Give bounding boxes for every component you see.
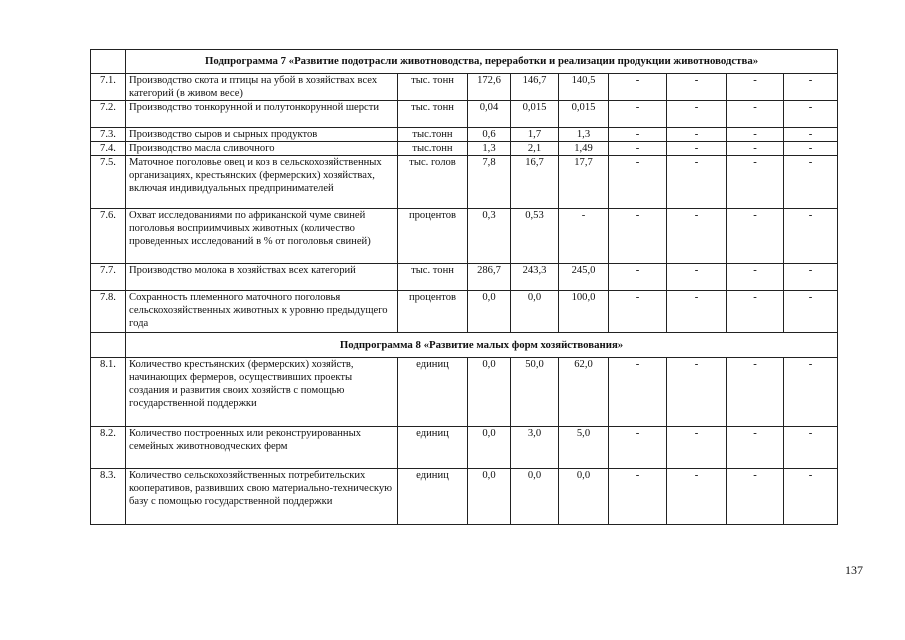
row-number: 7.2.	[91, 101, 126, 128]
row-number: 7.5.	[91, 156, 126, 209]
dash-cell: -	[784, 427, 838, 469]
dash-cell: -	[727, 209, 784, 264]
indicators-table-container	[90, 49, 838, 525]
dash-cell: -	[667, 74, 727, 101]
value-cell: 50,0	[511, 358, 559, 427]
dash-cell: -	[784, 74, 838, 101]
value-cell: 286,7	[468, 264, 511, 291]
value-cell: 0,0	[511, 291, 559, 333]
value-cell: 243,3	[511, 264, 559, 291]
indicator-name: Производство масла сливочного	[126, 142, 398, 156]
header-blank-cell	[91, 333, 126, 358]
dash-cell: -	[727, 156, 784, 209]
unit-cell: тыс. тонн	[398, 74, 468, 101]
unit-cell: единиц	[398, 427, 468, 469]
dash-cell: -	[609, 74, 667, 101]
value-cell: 140,5	[559, 74, 609, 101]
subprogram-header-row	[91, 333, 838, 358]
unit-cell: тыс. тонн	[398, 101, 468, 128]
unit-cell: процентов	[398, 291, 468, 333]
value-cell: 245,0	[559, 264, 609, 291]
value-cell: 0,0	[468, 291, 511, 333]
dash-cell: -	[784, 142, 838, 156]
table-row	[91, 74, 838, 101]
dash-cell: -	[667, 128, 727, 142]
dash-cell: -	[727, 128, 784, 142]
dash-cell: -	[784, 358, 838, 427]
dash-cell: -	[667, 427, 727, 469]
dash-cell: -	[667, 358, 727, 427]
dash-cell: -	[784, 264, 838, 291]
page-number: 137	[845, 563, 863, 577]
dash-cell: -	[609, 209, 667, 264]
subprogram-header-row	[91, 50, 838, 74]
subprogram-header: Подпрограмма 7 «Развитие подотрасли животноводства, переработки и реализации продукции животноводства»	[126, 50, 838, 74]
table-row	[91, 469, 838, 525]
unit-cell: тыс.тонн	[398, 128, 468, 142]
dash-cell: -	[609, 469, 667, 525]
value-cell: -	[559, 209, 609, 264]
value-cell: 1,49	[559, 142, 609, 156]
unit-cell: тыс. голов	[398, 156, 468, 209]
dash-cell: -	[727, 264, 784, 291]
indicator-name: Производство скота и птицы на убой в хозяйствах всех категорий (в живом весе)	[126, 74, 398, 101]
value-cell: 0,3	[468, 209, 511, 264]
value-cell: 0,015	[559, 101, 609, 128]
indicator-name: Производство молока в хозяйствах всех категорий	[126, 264, 398, 291]
dash-cell: -	[609, 142, 667, 156]
dash-cell: -	[784, 291, 838, 333]
row-number: 7.7.	[91, 264, 126, 291]
row-number: 8.1.	[91, 358, 126, 427]
table-row	[91, 209, 838, 264]
dash-cell: -	[667, 469, 727, 525]
dash-cell: -	[667, 156, 727, 209]
value-cell: 5,0	[559, 427, 609, 469]
unit-cell: тыс. тонн	[398, 264, 468, 291]
value-cell: 1,3	[468, 142, 511, 156]
row-number: 8.3.	[91, 469, 126, 525]
value-cell: 146,7	[511, 74, 559, 101]
dash-cell: -	[784, 101, 838, 128]
unit-cell: тыс.тонн	[398, 142, 468, 156]
value-cell: 16,7	[511, 156, 559, 209]
indicator-name: Производство сыров и сырных продуктов	[126, 128, 398, 142]
dash-cell: -	[609, 156, 667, 209]
value-cell: 0,53	[511, 209, 559, 264]
dash-cell: -	[727, 469, 784, 525]
value-cell: 0,0	[511, 469, 559, 525]
row-number: 8.2.	[91, 427, 126, 469]
dash-cell: -	[667, 264, 727, 291]
table-row	[91, 128, 838, 142]
value-cell: 62,0	[559, 358, 609, 427]
dash-cell: -	[609, 128, 667, 142]
indicator-name: Сохранность племенного маточного поголовья сельскохозяйственных животных к уровню предыдущего года	[126, 291, 398, 333]
table-row	[91, 142, 838, 156]
dash-cell: -	[667, 142, 727, 156]
table-row	[91, 427, 838, 469]
dash-cell: -	[609, 358, 667, 427]
dash-cell: -	[609, 264, 667, 291]
table-row	[91, 358, 838, 427]
dash-cell: -	[727, 101, 784, 128]
row-number: 7.4.	[91, 142, 126, 156]
indicators-table	[90, 49, 838, 525]
unit-cell: процентов	[398, 209, 468, 264]
row-number: 7.3.	[91, 128, 126, 142]
value-cell: 3,0	[511, 427, 559, 469]
subprogram-header: Подпрограмма 8 «Развитие малых форм хозяйствования»	[126, 333, 838, 358]
indicator-name: Охват исследованиями по африканской чуме свиней поголовья восприимчивых животных (количество проведенных исследований в % от поголовья свиней)	[126, 209, 398, 264]
value-cell: 0,6	[468, 128, 511, 142]
value-cell: 0,0	[468, 427, 511, 469]
value-cell: 1,3	[559, 128, 609, 142]
dash-cell: -	[727, 74, 784, 101]
value-cell: 1,7	[511, 128, 559, 142]
dash-cell: -	[784, 209, 838, 264]
indicator-name: Количество построенных или реконструированных семейных животноводческих ферм	[126, 427, 398, 469]
row-number: 7.1.	[91, 74, 126, 101]
value-cell: 7,8	[468, 156, 511, 209]
unit-cell: единиц	[398, 358, 468, 427]
value-cell: 0,0	[468, 469, 511, 525]
indicator-name: Количество сельскохозяйственных потребительских кооперативов, развивших свою материально-техническую базу с помощью государственной поддержки	[126, 469, 398, 525]
dash-cell: -	[784, 469, 838, 525]
dash-cell: -	[784, 156, 838, 209]
header-blank-cell	[91, 50, 126, 74]
value-cell: 172,6	[468, 74, 511, 101]
dash-cell: -	[609, 291, 667, 333]
value-cell: 0,0	[559, 469, 609, 525]
dash-cell: -	[667, 101, 727, 128]
dash-cell: -	[609, 101, 667, 128]
value-cell: 100,0	[559, 291, 609, 333]
row-number: 7.8.	[91, 291, 126, 333]
dash-cell: -	[609, 427, 667, 469]
dash-cell: -	[727, 358, 784, 427]
value-cell: 0,0	[468, 358, 511, 427]
indicator-name: Производство тонкорунной и полутонкорунной шерсти	[126, 101, 398, 128]
dash-cell: -	[667, 291, 727, 333]
dash-cell: -	[727, 142, 784, 156]
value-cell: 0,015	[511, 101, 559, 128]
value-cell: 17,7	[559, 156, 609, 209]
table-row	[91, 291, 838, 333]
indicator-name: Маточное поголовье овец и коз в сельскохозяйственных организациях, крестьянских (фермерских) хозяйствах, включая индивидуальных предпринимателей	[126, 156, 398, 209]
indicator-name: Количество крестьянских (фермерских) хозяйств, начинающих фермеров, осуществивших проекты создания и развития своих хозяйств с помощью государственной поддержки	[126, 358, 398, 427]
table-row	[91, 101, 838, 128]
table-row	[91, 156, 838, 209]
table-row	[91, 264, 838, 291]
dash-cell: -	[727, 427, 784, 469]
value-cell: 0,04	[468, 101, 511, 128]
dash-cell: -	[784, 128, 838, 142]
value-cell: 2,1	[511, 142, 559, 156]
dash-cell: -	[727, 291, 784, 333]
row-number: 7.6.	[91, 209, 126, 264]
unit-cell: единиц	[398, 469, 468, 525]
dash-cell: -	[667, 209, 727, 264]
